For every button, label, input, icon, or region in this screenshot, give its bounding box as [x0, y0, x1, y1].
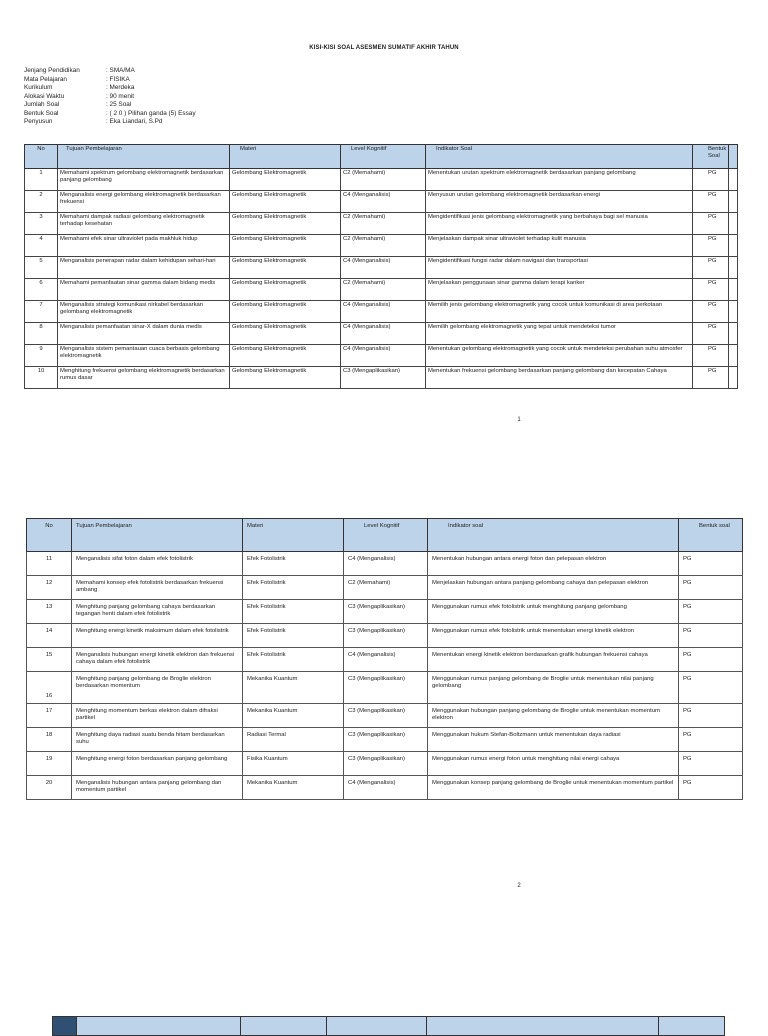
cell-no: 18 [27, 728, 72, 752]
cell-tujuan: Menghitung panjang gelombang cahaya berdasarkan tegangan henti dalam efek fotolistrik [72, 600, 243, 624]
cell-no: 5 [25, 257, 58, 279]
cell-level: C4 (Menganalisis) [344, 648, 428, 672]
table-row [25, 323, 738, 345]
cell-empty [729, 301, 738, 323]
cell-bentuk: PG [693, 213, 729, 235]
cell-bentuk: PG [693, 279, 729, 301]
cell-no: 10 [25, 367, 58, 389]
cell-bentuk: PG [693, 257, 729, 279]
cell-level: C2 (Memahami) [341, 279, 426, 301]
cell-bentuk: PG [693, 323, 729, 345]
cell-materi: Radiasi Termal [243, 728, 344, 752]
cell-level: C3 (Mengaplikasikan) [344, 728, 428, 752]
header-level: Level Kognitif [344, 519, 428, 552]
cell-level: C3 (Mengaplikasikan) [344, 752, 428, 776]
cell-tujuan: Menganalisis hubungan energi kinetik elektron dan frekuensi cahaya dalam efek fotolistrik [72, 648, 243, 672]
cell-indikator: Menggunakan hukum Stefan-Boltzmann untuk menentukan daya radiasi [428, 728, 679, 752]
cell-indikator: Menentukan hubungan antara energi foton dan pelepasan elektron [428, 552, 679, 576]
cell-materi: Gelombang Elektromagnetik [230, 235, 341, 257]
header-materi: Materi [243, 519, 344, 552]
cell-bentuk: PG [679, 672, 743, 704]
cell-bentuk: PG [679, 776, 743, 800]
cell-tujuan: Menghitung daya radiasi suatu benda hitam berdasarkan suhu [72, 728, 243, 752]
cell-no: 17 [27, 704, 72, 728]
cell-level: C3 (Mengaplikasikan) [344, 704, 428, 728]
cell-no: 7 [25, 301, 58, 323]
table-header-row [27, 519, 743, 552]
table-row [25, 213, 738, 235]
cell-level: C4 (Menganalisis) [341, 257, 426, 279]
cell-bentuk: PG [693, 235, 729, 257]
cell-bentuk: PG [693, 345, 729, 367]
cell-indikator: Menentukan gelombang elektromagnetik yang cocok untuk mendeteksi perubahan suhu atmosfer [426, 345, 693, 367]
cell-no: 14 [27, 624, 72, 648]
cell-level: C2 (Memahami) [341, 213, 426, 235]
cell-bentuk: PG [679, 624, 743, 648]
cell-level: C4 (Menganalisis) [344, 776, 428, 800]
cell-materi: Gelombang Elektromagnetik [230, 169, 341, 191]
cell-indikator: Menggunakan rumus efek fotolistrik untuk menghitung panjang gelombang [428, 600, 679, 624]
table-row [25, 235, 738, 257]
page-number-1: 1 [517, 417, 521, 423]
table-row [27, 672, 743, 704]
cell-no: 16 [27, 672, 72, 704]
cell-empty [729, 169, 738, 191]
cell-indikator: Menggunakan rumus energi foton untuk menghitung nilai energi cahaya [428, 752, 679, 776]
cell-bentuk: PG [693, 367, 729, 389]
cell-tujuan: Menganalisis pemanfaatan sinar-X dalam dunia medis [58, 323, 230, 345]
cell-indikator: Menggunakan rumus panjang gelombang de Broglie untuk menentukan nilai panjang gelombang [428, 672, 679, 704]
table-row [27, 752, 743, 776]
cell-no: 11 [27, 552, 72, 576]
cell-indikator: Menentukan frekuensi gelombang berdasarkan panjang gelombang dan kecepatan Cahaya [426, 367, 693, 389]
cell-indikator: Menentukan urutan spektrum elektromagnetik berdasarkan panjang gelombang [426, 169, 693, 191]
cell-materi: Efek Fotolistrik [243, 600, 344, 624]
meta-row-jumlah: Jumlah Soal : 25 Soal [24, 101, 132, 108]
cell-level: C3 (Mengaplikasikan) [344, 624, 428, 648]
cell-tujuan: Memahami pemanfaatan sinar gamma dalam bidang medis [58, 279, 230, 301]
cell-no: 15 [27, 648, 72, 672]
table-row [27, 576, 743, 600]
cell-level: C3 (Mengaplikasikan) [341, 367, 426, 389]
cell-bentuk: PG [679, 752, 743, 776]
cell-no: 12 [27, 576, 72, 600]
cell-empty [729, 257, 738, 279]
cell-tujuan: Memahami konsep efek fotolistrik berdasarkan frekuensi ambang [72, 576, 243, 600]
document-title: KISI-KISI SOAL ASESMEN SUMATIF AKHIR TAHUN [309, 45, 459, 51]
cell-materi: Gelombang Elektromagnetik [230, 301, 341, 323]
cell-tujuan: Menganalisis energi gelombang elektromagnetik berdasarkan frekuensi [58, 191, 230, 213]
kisi-kisi-table-page-3-header [52, 1016, 725, 1036]
cell-level: C4 (Menganalisis) [341, 323, 426, 345]
cell-level: C4 (Menganalisis) [341, 301, 426, 323]
cell-tujuan: Menghitung panjang gelombang de Broglie elektron berdasarkan momentum [72, 672, 243, 704]
meta-row-jenjang: Jenjang Pendidikan : SMA/MA [24, 67, 135, 74]
cell-materi: Efek Fotolistrik [243, 624, 344, 648]
header-no: No [27, 519, 72, 552]
cell-bentuk: PG [679, 728, 743, 752]
cell-level: C2 (Memahami) [341, 169, 426, 191]
cell-indikator: Menyusun urutan gelombang elektromagnetik berdasarkan energi [426, 191, 693, 213]
cell-materi: Gelombang Elektromagnetik [230, 279, 341, 301]
cell-no: 2 [25, 191, 58, 213]
meta-row-alokasi: Alokasi Waktu : 90 menit [24, 92, 135, 100]
cell-empty [729, 279, 738, 301]
cell-tujuan: Menganalisis penerapan radar dalam kehidupan sehari-hari [58, 257, 230, 279]
cell-no: 9 [25, 345, 58, 367]
cell-tujuan: Menghitung momentum berkas elektron dalam difraksi partikel [72, 704, 243, 728]
cell-indikator: Menjelaskan penggunaan sinar gamma dalam terapi kanker [426, 279, 693, 301]
cell-bentuk: PG [679, 552, 743, 576]
cell-bentuk: PG [693, 191, 729, 213]
header-indikator: Indikator Soal [426, 145, 693, 169]
cell-materi: Efek Fotolistrik [243, 648, 344, 672]
header-no: No [25, 145, 58, 169]
header-bentuk: Bentuk soal [679, 519, 743, 552]
cell-bentuk: PG [693, 301, 729, 323]
table-row [27, 624, 743, 648]
meta-row-bentuk: Bentuk Soal : ( 2 0 ) Pilihan ganda (5) Essay [24, 109, 196, 117]
cell-tujuan: Menghitung energi foton berdasarkan panjang gelombang [72, 752, 243, 776]
cell-materi: Fisika Kuantum [243, 752, 344, 776]
table-row [27, 648, 743, 672]
cell-indikator: Mengidentifikasi fungsi radar dalam navigasi dan transportasi [426, 257, 693, 279]
header-materi: Materi [230, 145, 341, 169]
cell-indikator: Memilih jenis gelombang elektromagnetik yang cocok untuk komunikasi di area perkotaan [426, 301, 693, 323]
cell-no: 13 [27, 600, 72, 624]
header-indikator: Indikator soal [428, 519, 679, 552]
document-metadata [24, 67, 196, 127]
table-row [25, 301, 738, 323]
cell-empty [729, 235, 738, 257]
cell-bentuk: PG [679, 704, 743, 728]
cell-no: 1 [25, 169, 58, 191]
cell-materi: Gelombang Elektromagnetik [230, 345, 341, 367]
cell-bentuk: PG [679, 648, 743, 672]
cell-materi: Gelombang Elektromagnetik [230, 191, 341, 213]
cell-empty [729, 345, 738, 367]
cell-empty [729, 323, 738, 345]
cell-tujuan: Memahami spektrum gelombang elektromagnetik berdasarkan panjang gelombang [58, 169, 230, 191]
cell-materi: Efek Fotolistrik [243, 576, 344, 600]
header-bentuk: Bentuk Soal [693, 145, 729, 169]
table-header-row [53, 1017, 725, 1036]
table-row [25, 191, 738, 213]
meta-row-penyusun: Penyusun : Eka Liandari, S.Pd [24, 118, 163, 125]
cell-level: C4 (Menganalisis) [341, 191, 426, 213]
kisi-kisi-table-page-2 [26, 518, 743, 800]
cell-materi: Gelombang Elektromagnetik [230, 367, 341, 389]
cell-indikator: Menjelaskan hubungan antara panjang gelombang cahaya dan pelepasan elektron [428, 576, 679, 600]
cell-indikator: Menentukan energi kinetik elektron berdasarkan grafik hubungan frekuensi cahaya [428, 648, 679, 672]
cell-indikator: Menggunakan konsep panjang gelombang de Broglie untuk menentukan momentum partikel [428, 776, 679, 800]
cell-tujuan: Menghitung energi kinetik maksimum dalam efek fotolistrik [72, 624, 243, 648]
cell-tujuan: Menganalisis sifat foton dalam efek fotolistrik [72, 552, 243, 576]
cell-bentuk: PG [679, 576, 743, 600]
cell-no: 8 [25, 323, 58, 345]
cell-no: 20 [27, 776, 72, 800]
table-row [27, 776, 743, 800]
table-row [25, 367, 738, 389]
table-row [27, 728, 743, 752]
cell-materi: Mekanika Kuantum [243, 776, 344, 800]
cell-tujuan: Memahami dampak radiasi gelombang elektromagnetik terhadap kesehatan [58, 213, 230, 235]
cell-indikator: Menggunakan rumus efek fotolistrik untuk menentukan energi kinetik elektron [428, 624, 679, 648]
cell-tujuan: Menganalisis hubungan antara panjang gelombang dan momentum partikel [72, 776, 243, 800]
cell-tujuan: Menghitung frekuensi gelombang elektromagnetik berdasarkan rumus dasar [58, 367, 230, 389]
cell-materi: Efek Fotolistrik [243, 552, 344, 576]
header-empty [729, 145, 738, 169]
cell-tujuan: Memahami efek sinar ultraviolet pada makhluk hidup [58, 235, 230, 257]
cell-indikator: Menjelaskan dampak sinar ultraviolet terhadap kulit manusia [426, 235, 693, 257]
cell-tujuan: Menganalisis sistem pemantauan cuaca berbasis gelombang elektromagnetik [58, 345, 230, 367]
cell-level: C3 (Mengaplikasikan) [344, 672, 428, 704]
cell-materi: Gelombang Elektromagnetik [230, 257, 341, 279]
cell-materi: Gelombang Elektromagnetik [230, 213, 341, 235]
meta-row-mapel: Mata Pelajaran : FISIKA [24, 75, 130, 83]
table-header-row [25, 145, 738, 169]
cell-empty [729, 191, 738, 213]
header-tujuan: Tujuan Pembelajaran [72, 519, 243, 552]
table-row [25, 169, 738, 191]
cell-level: C4 (Menganalisis) [344, 552, 428, 576]
cell-level: C3 (Mengaplikasikan) [344, 600, 428, 624]
cell-no: 3 [25, 213, 58, 235]
cell-level: C4 (Menganalisis) [341, 345, 426, 367]
meta-row-kurikulum: Kurikulum : Merdeka [24, 84, 135, 91]
table-row [27, 552, 743, 576]
table-row [27, 600, 743, 624]
cell-bentuk: PG [693, 169, 729, 191]
cell-indikator: Menggunakan hubungan panjang gelombang de Broglie untuk menentukan momentum elektron [428, 704, 679, 728]
cell-no: 6 [25, 279, 58, 301]
cell-empty [729, 367, 738, 389]
table-row [25, 345, 738, 367]
table-row [25, 279, 738, 301]
cell-no: 4 [25, 235, 58, 257]
cell-level: C2 (Memahami) [341, 235, 426, 257]
cell-tujuan: Menganalisis strategi komunikasi nirkabel berdasarkan gelombang elektromagnetik [58, 301, 230, 323]
table-row [25, 257, 738, 279]
cell-materi: Mekanika Kuantum [243, 704, 344, 728]
cell-materi: Mekanika Kuantum [243, 672, 344, 704]
kisi-kisi-table-page-1 [24, 144, 738, 389]
cell-indikator: Memilih gelombang elektromagnetik yang tepat untuk mendeteksi tumor [426, 323, 693, 345]
cell-no: 19 [27, 752, 72, 776]
table-row [27, 704, 743, 728]
cell-level: C2 (Memahami) [344, 576, 428, 600]
header-level: Level Kognitif [341, 145, 426, 169]
cell-materi: Gelombang Elektromagnetik [230, 323, 341, 345]
cell-empty [729, 213, 738, 235]
cell-bentuk: PG [679, 600, 743, 624]
page-number-2: 2 [517, 883, 521, 889]
cell-indikator: Mengidentifikasi jenis gelombang elektromagnetik yang berbahaya bagi sel manusia [426, 213, 693, 235]
header-tujuan: Tujuan Pembelajaran [58, 145, 230, 169]
